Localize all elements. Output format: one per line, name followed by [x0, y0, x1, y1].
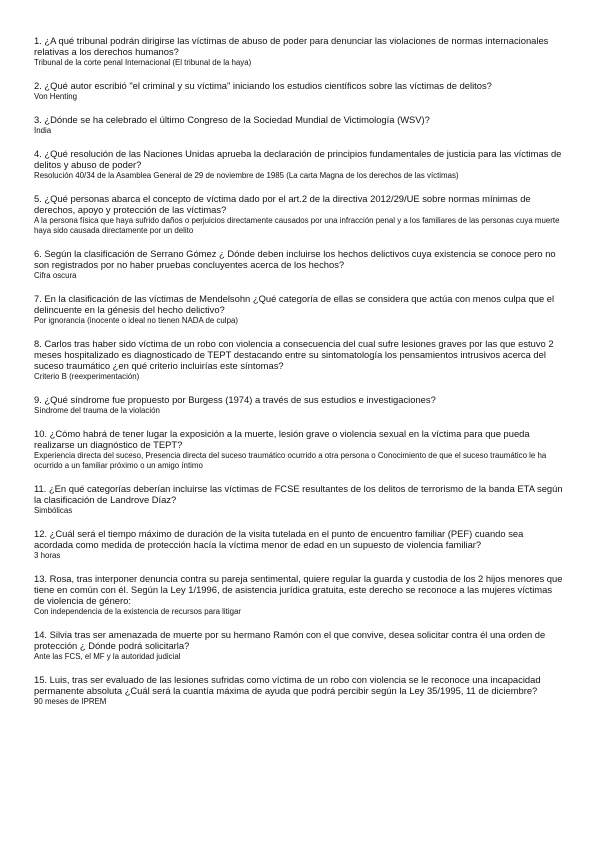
qa-item-8	[34, 338, 564, 382]
question-text: 1. ¿A qué tribunal podrán dirigirse las víctimas de abuso de poder para denunciar las violaciones de normas internacionales relativas a los derechos humanos?	[34, 35, 549, 57]
answer-text: Cifra oscura	[34, 271, 77, 280]
question-text: 14. Silvia tras ser amenazada de muerte por su hermano Ramón con el que convive, desea solicitar contra él una orden de protección ¿ Dónde podrá solicitarla?	[34, 629, 546, 651]
question-text: 6. Según la clasificación de Serrano Gómez ¿ Dónde deben incluirse los hechos delictivos cuya existencia se conoce pero no son registrados por no haber pruebas concluyentes acerca de los hechos?	[34, 248, 556, 270]
answer-text: Tribunal de la corte penal Internacional (El tribunal de la haya)	[34, 58, 252, 67]
qa-item-12	[34, 528, 564, 561]
answer-text: Con independencia de la existencia de recursos para litigar	[34, 607, 242, 616]
qa-item-13	[34, 573, 564, 617]
qa-item-1	[34, 35, 564, 68]
question-text: 8. Carlos tras haber sido víctima de un robo con violencia a consecuencia del cual sufre lesiones graves por las que estuvo 2 meses hospitalizado es diagnosticado de TEPT destacando entre su sintomatología los pensamientos intrusivos acerca del suceso traumático ¿en qué criterio incluirías este síntomas?	[34, 338, 554, 371]
question-text: 5. ¿Qué personas abarca el concepto de víctima dado por el art.2 de la directiva 2012/29/UE sobre normas mínimas de derechos, apoyo y protección de las víctimas?	[34, 193, 531, 215]
answer-text: Experiencia directa del suceso, Presencia directa del suceso traumático ocurrido a otra persona o Conocimiento de que el suceso traumático le ha ocurrido a un familiar próximo o un amigo íntimo	[34, 451, 547, 470]
qa-item-4	[34, 148, 564, 181]
answer-text: A la persona física que haya sufrido daños o perjuicios directamente causados por una infracción penal y a los familiares de las personas cuya muerte haya sido causada directamente por un delito	[34, 216, 560, 235]
question-list	[34, 35, 564, 719]
qa-item-7	[34, 293, 564, 326]
question-text: 11. ¿En qué categorías deberían incluirse las víctimas de FCSE resultantes de los delitos de terrorismo de la banda ETA según la clasificación de Landrove Díaz?	[34, 483, 563, 505]
question-text: 2. ¿Qué autor escribió "el criminal y su víctima" iniciando los estudios científicos sobre las víctimas de delitos?	[34, 80, 492, 91]
qa-item-9	[34, 394, 564, 416]
question-text: 7. En la clasificación de las víctimas de Mendelsohn ¿Qué categoría de ellas se considera que actúa con menos culpa que el delincuente en la génesis del hecho delictivo?	[34, 293, 555, 315]
qa-item-10	[34, 428, 564, 471]
question-text: 13. Rosa, tras interponer denuncia contra su pareja sentimental, quiere regular la guarda y custodia de los 2 hijos menores que tiene en común con él. Según la Ley 1/1996, de asistencia jurídica gratuita, este derecho se reconoce a las mujeres víctimas de violencia de género:	[34, 573, 563, 606]
answer-text: 3 horas	[34, 551, 61, 560]
question-text: 3. ¿Dónde se ha celebrado el último Congreso de la Sociedad Mundial de Victimología (WSV)?	[34, 114, 430, 125]
answer-text: Von Henting	[34, 92, 77, 101]
answer-text: Síndrome del trauma de la violación	[34, 406, 160, 415]
question-text: 4. ¿Qué resolución de las Naciones Unidas aprueba la declaración de principios fundamentales de justicia para las víctimas de delitos y abuso de poder?	[34, 148, 562, 170]
qa-item-2	[34, 80, 564, 102]
answer-text: Ante las FCS, el MF y la autoridad judicial	[34, 652, 181, 661]
qa-item-3	[34, 114, 564, 136]
qa-item-11	[34, 483, 564, 516]
answer-text: Resolución 40/34 de la Asamblea General de 29 de noviembre de 1985 (La carta Magna de los derechos de las víctimas)	[34, 171, 459, 180]
question-text: 10. ¿Cómo habrá de tener lugar la exposición a la muerte, lesión grave o violencia sexual en la víctima para que pueda realizarse un diagnóstico de TEPT?	[34, 428, 530, 450]
answer-text: Por ignorancia (inocente o ideal no tienen NADA de culpa)	[34, 316, 238, 325]
qa-item-6	[34, 248, 564, 281]
qa-item-14	[34, 629, 564, 662]
answer-text: India	[34, 126, 52, 135]
question-text: 15. Luis, tras ser evaluado de las lesiones sufridas como víctima de un robo con violencia se le reconoce una incapacidad permanente absoluta ¿Cuál será la cuantía máxima de ayuda que podrá percibir según la Ley 35/1995, 11 de diciembre?	[34, 674, 541, 696]
qa-item-5	[34, 193, 564, 236]
answer-text: Simbólicas	[34, 506, 73, 515]
answer-text: Criterio B (reexperimentación)	[34, 372, 140, 381]
question-text: 9. ¿Qué síndrome fue propuesto por Burgess (1974) a través de sus estudios e investigaciones?	[34, 394, 436, 405]
answer-text: 90 meses de IPREM	[34, 697, 107, 706]
question-text: 12. ¿Cuál será el tiempo máximo de duración de la visita tutelada en el punto de encuentro familiar (PEF) cuando sea acordada como medida de protección hacía la víctima menor de edad en un supuesto de violencia familiar?	[34, 528, 524, 550]
qa-item-15	[34, 674, 564, 707]
